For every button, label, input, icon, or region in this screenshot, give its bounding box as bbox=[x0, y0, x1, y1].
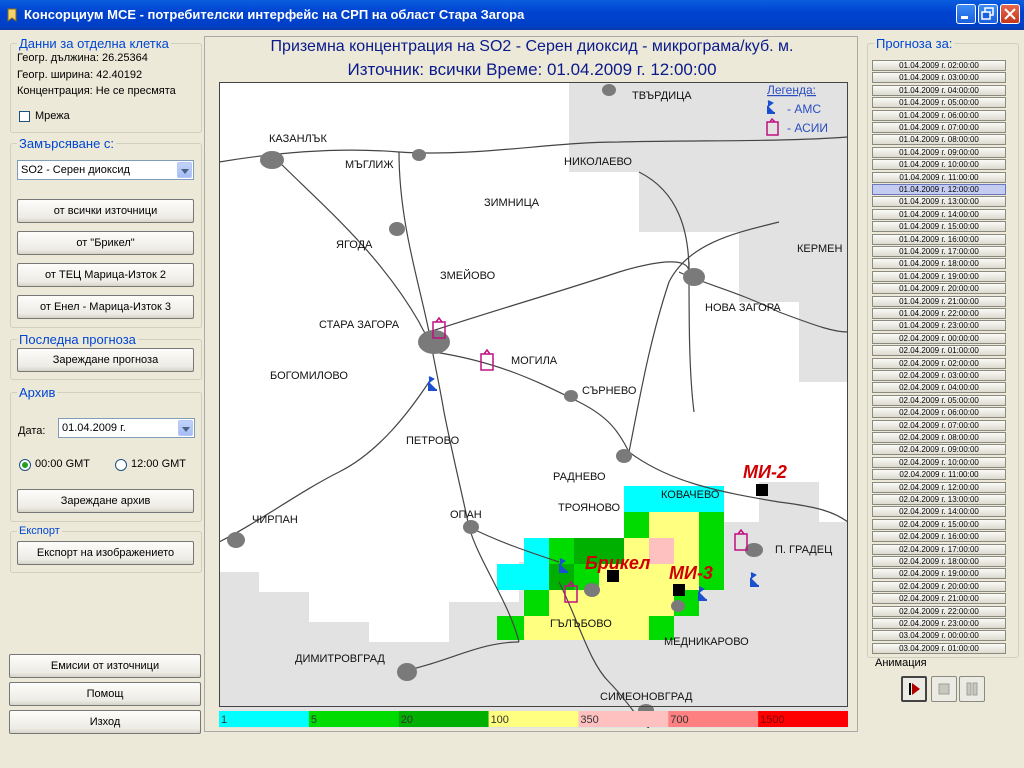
enel-maritsa-3-button[interactable]: от Енел - Марица-Изток 3 bbox=[17, 295, 194, 319]
forecast-time-item[interactable]: 02.04.2009 г. 12:00:00 bbox=[872, 482, 1006, 493]
scale-label: 5 bbox=[310, 714, 317, 726]
place-label: КЕРМЕН bbox=[797, 243, 843, 255]
cell-data-group bbox=[10, 36, 202, 133]
forecast-time-item[interactable]: 01.04.2009 г. 15:00:00 bbox=[872, 221, 1006, 232]
forecast-time-item[interactable]: 01.04.2009 г. 18:00:00 bbox=[872, 258, 1006, 269]
maximize-icon bbox=[979, 5, 997, 23]
place-label: ГЪЛЪБОВО bbox=[550, 618, 612, 630]
scale-label: 1 bbox=[221, 714, 228, 726]
forecast-time-item[interactable]: 01.04.2009 г. 14:00:00 bbox=[872, 209, 1006, 220]
place-label: СТАРА ЗАГОРА bbox=[319, 319, 400, 331]
app-icon bbox=[5, 7, 19, 23]
scale-label: 350 bbox=[580, 714, 599, 726]
place-label: ПЕТРОВО bbox=[406, 435, 460, 447]
forecast-time-item[interactable]: 02.04.2009 г. 07:00:00 bbox=[872, 420, 1006, 431]
dropdown-arrow-icon[interactable] bbox=[177, 162, 192, 178]
legend-title: Легенда: bbox=[767, 83, 816, 97]
scale-label: 1500 bbox=[760, 714, 785, 726]
archive-label: Архив bbox=[19, 385, 56, 400]
place-label: МЕДНИКАРОВО bbox=[664, 636, 749, 648]
all-sources-button[interactable]: от всички източници bbox=[17, 199, 194, 223]
forecast-time-item[interactable]: 01.04.2009 г. 03:00:00 bbox=[872, 72, 1006, 83]
minimize-button[interactable] bbox=[956, 4, 976, 24]
source-emissions-button[interactable]: Емисии от източници bbox=[9, 654, 201, 678]
forecast-time-item[interactable]: 01.04.2009 г. 10:00:00 bbox=[872, 159, 1006, 170]
place-label: МОГИЛА bbox=[511, 355, 558, 367]
forecast-time-item[interactable]: 01.04.2009 г. 21:00:00 bbox=[872, 296, 1006, 307]
concentration-text: Концентрация: Не се пресмята bbox=[17, 85, 176, 97]
forecast-time-item[interactable]: 01.04.2009 г. 06:00:00 bbox=[872, 110, 1006, 121]
forecast-time-item[interactable]: 02.04.2009 г. 01:00:00 bbox=[872, 345, 1006, 356]
tec-maritsa-2-button[interactable]: от ТЕЦ Марица-Изток 2 bbox=[17, 263, 194, 287]
forecast-label: Прогноза за: bbox=[876, 36, 953, 51]
forecast-time-item[interactable]: 01.04.2009 г. 17:00:00 bbox=[872, 246, 1006, 257]
place-label: ДИМИТРОВГРАД bbox=[295, 653, 385, 665]
dropdown-arrow-icon[interactable] bbox=[178, 420, 193, 436]
radio-12-gmt[interactable] bbox=[115, 459, 127, 471]
last-forecast-group bbox=[10, 332, 202, 380]
forecast-time-item[interactable]: 02.04.2009 г. 19:00:00 bbox=[872, 568, 1006, 579]
place-label: КАЗАНЛЪК bbox=[269, 133, 327, 145]
place-label: П. ГРАДЕЦ bbox=[775, 544, 833, 556]
longitude-text: Геогр. дължина: 26.25364 bbox=[17, 52, 148, 64]
forecast-time-item[interactable]: 02.04.2009 г. 11:00:00 bbox=[872, 469, 1006, 480]
help-button[interactable]: Помощ bbox=[9, 682, 201, 706]
archive-group bbox=[10, 385, 202, 522]
forecast-time-item[interactable]: 01.04.2009 г. 12:00:00 bbox=[872, 184, 1006, 195]
stop-button[interactable] bbox=[931, 676, 957, 702]
forecast-time-item[interactable]: 02.04.2009 г. 20:00:00 bbox=[872, 581, 1006, 592]
forecast-time-item[interactable]: 01.04.2009 г. 07:00:00 bbox=[872, 122, 1006, 133]
forecast-time-item[interactable]: 02.04.2009 г. 13:00:00 bbox=[872, 494, 1006, 505]
place-label: ТРОЯНОВО bbox=[558, 502, 621, 514]
brikel-button[interactable]: от "Брикел" bbox=[17, 231, 194, 255]
date-picker[interactable] bbox=[58, 418, 195, 438]
latitude-text: Геогр. ширина: 42.40192 bbox=[17, 69, 143, 81]
map-title: Приземна концентрация на SO2 - Серен диоксид - микрограма/куб. м. bbox=[270, 38, 794, 55]
minimize-icon bbox=[957, 5, 975, 23]
forecast-time-item[interactable]: 01.04.2009 г. 22:00:00 bbox=[872, 308, 1006, 319]
stop-icon bbox=[932, 677, 956, 701]
radio-00-gmt-label: 00:00 GMT bbox=[35, 458, 91, 470]
pollutant-group bbox=[10, 136, 202, 328]
forecast-time-item[interactable]: 02.04.2009 г. 16:00:00 bbox=[872, 531, 1006, 542]
cell-data-label: Данни за отделна клетка bbox=[19, 36, 169, 51]
forecast-time-item[interactable]: 03.04.2009 г. 00:00:00 bbox=[872, 630, 1006, 641]
grid-label: Мрежа bbox=[35, 110, 70, 122]
forecast-time-item[interactable]: 01.04.2009 г. 09:00:00 bbox=[872, 147, 1006, 158]
forecast-time-item[interactable]: 01.04.2009 г. 16:00:00 bbox=[872, 234, 1006, 245]
place-label: КОВАЧЕВО bbox=[661, 489, 720, 501]
exit-button[interactable]: Изход bbox=[9, 710, 201, 734]
forecast-time-item[interactable]: 02.04.2009 г. 02:00:00 bbox=[872, 358, 1006, 369]
load-archive-button[interactable]: Зареждане архив bbox=[17, 489, 194, 513]
forecast-time-item[interactable]: 02.04.2009 г. 04:00:00 bbox=[872, 382, 1006, 393]
source-label: МИ-3 bbox=[669, 563, 713, 583]
radio-00-gmt[interactable] bbox=[19, 459, 31, 471]
play-icon bbox=[903, 678, 925, 700]
last-forecast-label: Последна прогноза bbox=[19, 332, 136, 347]
color-scale bbox=[219, 711, 848, 727]
forecast-time-item[interactable]: 01.04.2009 г. 05:00:00 bbox=[872, 97, 1006, 108]
place-label: БОГОМИЛОВО bbox=[270, 370, 348, 382]
source-label: Брикел bbox=[585, 553, 651, 573]
export-group bbox=[10, 525, 202, 573]
export-label: Експорт bbox=[19, 525, 60, 537]
forecast-time-item[interactable]: 01.04.2009 г. 19:00:00 bbox=[872, 271, 1006, 282]
concentration-map[interactable] bbox=[219, 82, 848, 728]
window-title: Консорциум МСЕ - потребителски интерфейс на СРП на област Стара Загора bbox=[24, 7, 525, 22]
forecast-time-item[interactable]: 01.04.2009 г. 20:00:00 bbox=[872, 283, 1006, 294]
source-marker-mi3[interactable] bbox=[673, 584, 685, 596]
forecast-time-item[interactable]: 02.04.2009 г. 09:00:00 bbox=[872, 444, 1006, 455]
play-button[interactable] bbox=[901, 676, 927, 702]
forecast-time-item[interactable]: 02.04.2009 г. 22:00:00 bbox=[872, 606, 1006, 617]
pause-button[interactable] bbox=[959, 676, 985, 702]
forecast-group bbox=[867, 36, 1019, 658]
forecast-time-item[interactable]: 01.04.2009 г. 23:00:00 bbox=[872, 320, 1006, 331]
scale-band bbox=[309, 711, 399, 727]
forecast-time-item[interactable]: 02.04.2009 г. 15:00:00 bbox=[872, 519, 1006, 530]
date-value: 01.04.2009 г. bbox=[62, 422, 126, 434]
place-label: ЯГОДА bbox=[336, 239, 373, 251]
forecast-time-item[interactable]: 02.04.2009 г. 17:00:00 bbox=[872, 544, 1006, 555]
pause-icon bbox=[960, 677, 984, 701]
grid-checkbox[interactable] bbox=[19, 111, 30, 122]
close-button[interactable] bbox=[1000, 4, 1020, 24]
place-label: ОПАН bbox=[450, 509, 482, 521]
place-label: НОВА ЗАГОРА bbox=[705, 302, 781, 314]
place-label: МЪГЛИЖ bbox=[345, 159, 394, 171]
scale-band bbox=[219, 711, 309, 727]
export-image-button[interactable]: Експорт на изображението bbox=[17, 541, 194, 565]
forecast-time-item[interactable]: 02.04.2009 г. 18:00:00 bbox=[872, 556, 1006, 567]
forecast-time-item[interactable]: 01.04.2009 г. 08:00:00 bbox=[872, 134, 1006, 145]
forecast-time-item[interactable]: 02.04.2009 г. 05:00:00 bbox=[872, 395, 1006, 406]
title-bar bbox=[0, 0, 1024, 30]
forecast-time-item[interactable]: 02.04.2009 г. 00:00:00 bbox=[872, 333, 1006, 344]
forecast-time-item[interactable]: 01.04.2009 г. 04:00:00 bbox=[872, 85, 1006, 96]
scale-label: 20 bbox=[400, 714, 413, 726]
load-forecast-button[interactable]: Зареждане прогноза bbox=[17, 348, 194, 372]
date-label: Дата: bbox=[18, 425, 46, 437]
forecast-time-item[interactable]: 02.04.2009 г. 10:00:00 bbox=[872, 457, 1006, 468]
place-label: ТВЪРДИЦА bbox=[632, 90, 692, 102]
place-label: ЗМЕЙОВО bbox=[440, 270, 496, 282]
legend-ams: - АМС bbox=[787, 102, 821, 116]
place-label: ЧИРПАН bbox=[252, 514, 298, 526]
forecast-time-item[interactable]: 01.04.2009 г. 02:00:00 bbox=[872, 60, 1006, 71]
source-label: МИ-2 bbox=[743, 462, 787, 482]
pollutant-select-value: SO2 - Серен диоксид bbox=[21, 164, 130, 176]
maximize-button[interactable] bbox=[978, 4, 998, 24]
forecast-time-item[interactable]: 03.04.2009 г. 01:00:00 bbox=[872, 643, 1006, 654]
place-label: СЪРНЕВО bbox=[582, 385, 637, 397]
forecast-time-item[interactable]: 02.04.2009 г. 03:00:00 bbox=[872, 370, 1006, 381]
forecast-time-item[interactable]: 02.04.2009 г. 08:00:00 bbox=[872, 432, 1006, 443]
forecast-time-item[interactable]: 02.04.2009 г. 14:00:00 bbox=[872, 506, 1006, 517]
forecast-time-item[interactable]: 02.04.2009 г. 21:00:00 bbox=[872, 593, 1006, 604]
forecast-time-item[interactable]: 01.04.2009 г. 11:00:00 bbox=[872, 172, 1006, 183]
forecast-time-item[interactable]: 02.04.2009 г. 23:00:00 bbox=[872, 618, 1006, 629]
scale-label: 100 bbox=[490, 714, 509, 726]
place-label: СИМЕОНОВГРАД bbox=[600, 691, 693, 703]
animation-label: Анимация bbox=[875, 657, 927, 669]
forecast-time-item[interactable]: 01.04.2009 г. 13:00:00 bbox=[872, 196, 1006, 207]
radio-12-gmt-label: 12:00 GMT bbox=[131, 458, 187, 470]
place-label: НИКОЛАЕВО bbox=[564, 156, 632, 168]
place-label: ЗИМНИЦА bbox=[484, 197, 540, 209]
scale-label: 700 bbox=[670, 714, 689, 726]
legend-asii: - АСИИ bbox=[787, 121, 828, 135]
pollutant-select[interactable] bbox=[17, 160, 194, 180]
pollutant-label: Замърсяване с: bbox=[19, 136, 115, 151]
map-subtitle: Източник: всички Време: 01.04.2009 г. 12:00:00 bbox=[347, 60, 717, 79]
forecast-time-item[interactable]: 02.04.2009 г. 06:00:00 bbox=[872, 407, 1006, 418]
close-icon bbox=[1001, 5, 1019, 23]
source-marker-mi2[interactable] bbox=[756, 484, 768, 496]
place-label: РАДНЕВО bbox=[553, 471, 606, 483]
